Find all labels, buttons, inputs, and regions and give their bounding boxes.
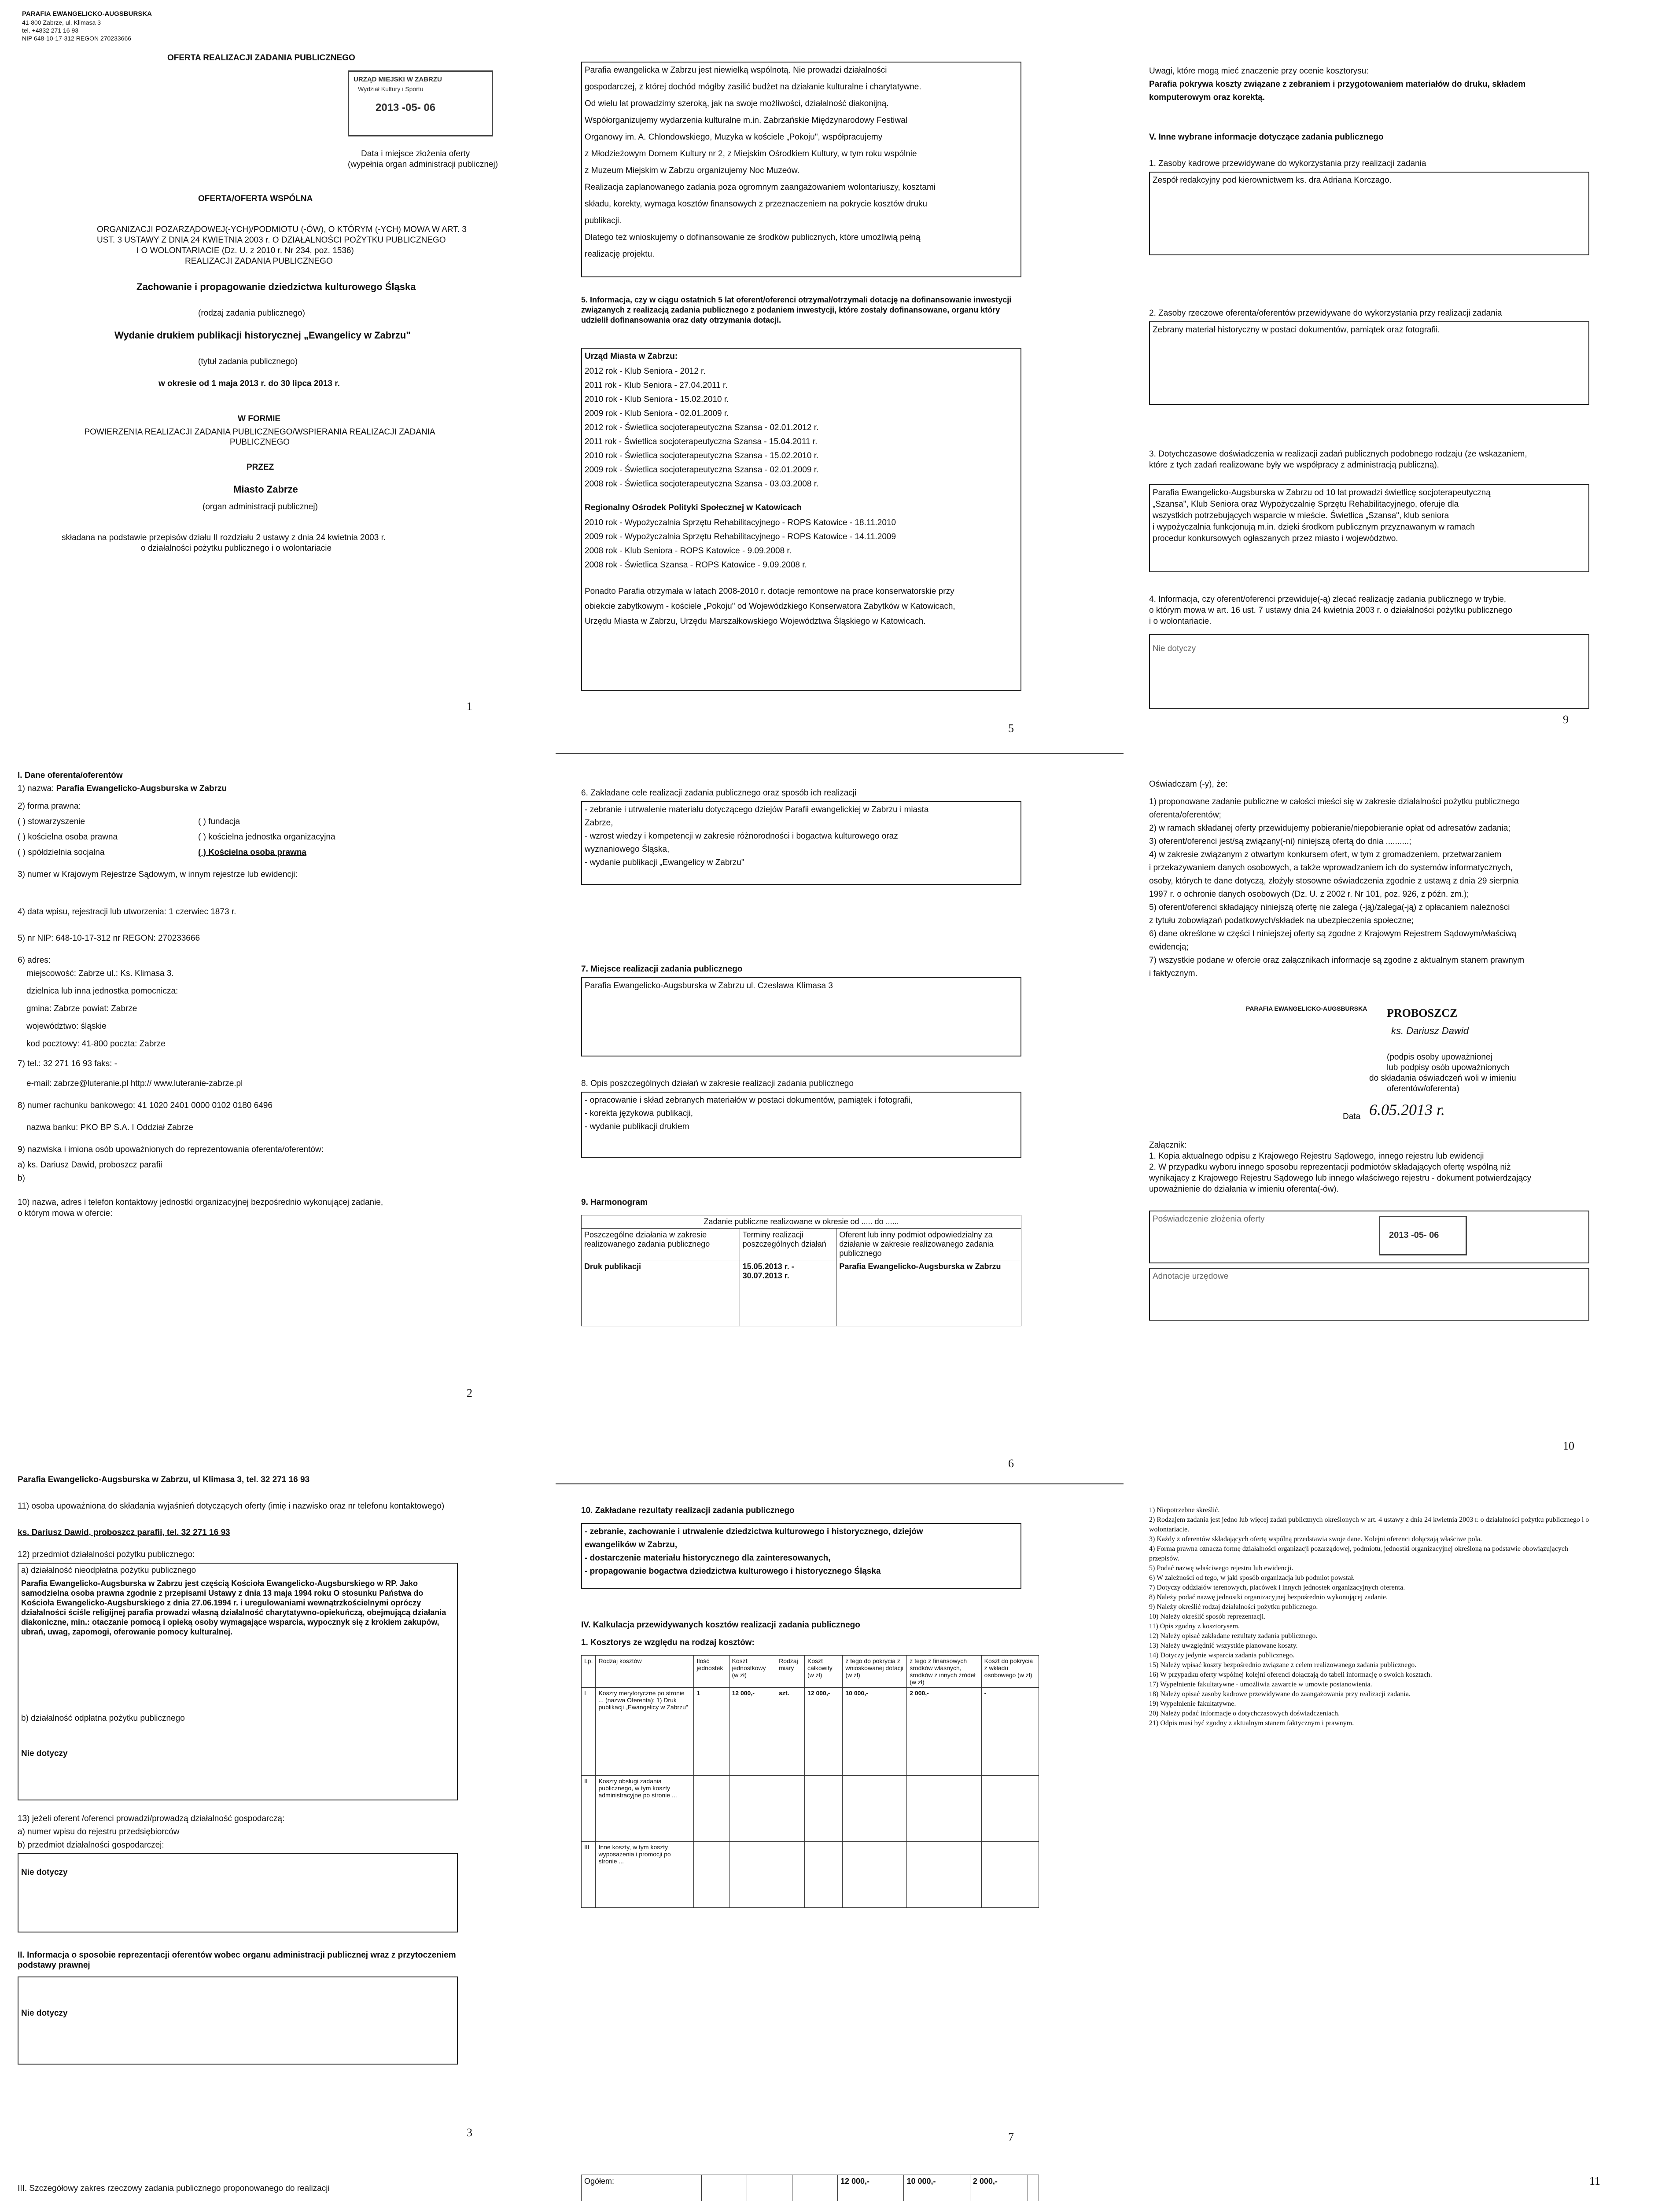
legal-form-option[interactable]: ( ) spółdzielnia socjalna (18, 848, 105, 857)
grant-item: 2009 rok - Klub Seniora - 02.01.2009 r. (585, 409, 729, 418)
grant-item: 2010 rok - Klub Seniora - 15.02.2010 r. (585, 395, 729, 404)
page-2: I. Dane oferenta/oferentów 1) nazwa: Parafia Ewangelicko-Augsburska w Zabrzu 2) forma prawna: ( ) stowarzyszenie ( ) fundacja ( ) kościelna osoba prawna ( ) kościelna jednostka organizacyjna ( ) spółdzielnia socjalna ( ) Kościelna osoba prawna 3) numer w Krajowym Rejestrze Sądowym, w innym rejestrze lub ewidencji: 4) data wpisu, rejestracji lub utworzenia: 1 czerwiec 1873 r. 5) nr NIP: 648-10-17-312 nr REGON: 270233666 6) adres: miejscowość: Zabrze ul.: Ks. Klimasa 3. dzielnica lub inna jednostka pomocnicza: gmina: Zabrze powiat: Zabrze województwo: śląskie kod pocztowy: 41-800 poczta: Zabrze 7) tel.: 32 271 16 93 faks: - e-mail: zabrze@luteranie.pl http:// www.luteranie-zabrze.pl 8) numer rachunku bankowego: 41 1020 2401 0000 0102 0180 6496 nazwa banku: PKO BP S.A. I Oddział Zabrze 9) nazwiska i imiona osób upoważnionych do reprezentowania oferenta/oferentów: a) ks. Dariusz Dawid, proboszcz parafii b) 10) nazwa, adres i telefon kontaktowy jednostki organizacyjnej bezpośrednio wykonującej zadanie, o którym mowa w ofercie: 2 (9, 762, 542, 1466)
grant-item: 2010 rok - Świetlica socjoterapeutyczna Szansa - 15.02.2010 r. (585, 451, 819, 460)
experience-box: Parafia Ewangelicko-Augsburska w Zabrzu od 10 lat prowadzi świetlicę socjoterapeutyczną „Szansa", Klub Seniora oraz Wypożyczalnię Sprzętu Rehabilitacyjnego, oferuje dla wszystkich potrzebujących wsparcie w mieście. Świetlica „Szansa", klub seniora i wypożyczalnia funkcjonują m.in. dzięki środkom publicznym przyznawanym w ramach procedur konkursowych ogłaszanych przez miasto i województwo. (1149, 484, 1589, 572)
confirm-stamp: 2013 -05- 06 (1379, 1216, 1467, 1255)
task-type: Zachowanie i propagowanie dziedzictwa kulturowego Śląska (136, 281, 416, 292)
place-value: Parafia Ewangelicko-Augsburska w Zabrzu ul. Czesława Klimasa 3 (585, 981, 833, 990)
results-box: - zebranie, zachowanie i utrwalenie dziedzictwa kulturowego i historycznego, dziejów ewangelików w Zabrzu, - dostarczenie materiału historycznego dla zainteresowanych, - propagowanie bogactwa dziedzictwa kulturowego i historycznego Śląska (581, 1523, 1021, 1589)
justification-box: Parafia ewangelicka w Zabrzu jest niewielką wspólnotą. Nie prowadzi działalności gospodarczej, z której dochód mógłby zasilić budżet na działanie kulturalne i charytatywne. Od wielu lat prowadzimy szeroką, jak na swoje możliwości, działalność diakonijną. Współorganizujemy wydarzenia kulturalne m.in. Zabrzańskie Międzynarodowy Festiwal Organowy im. A. Chlondowskiego, Muzyka w kościele „Pokoju", współpracujemy z Młodzieżowym Domem Kultury nr 2, z Miejskim Ośrodkiem Kultury, w tym roku wspólnie z Muzeum Miejskim w Zabrzu organizujemy Noc Muzeów. Realizacja zaplanowanego zadania poza ogromnym zaangażowaniem wolontariuszy, kosztami składu, korekty, wymaga kosztów finansowych z przeznaczeniem na pokrycie kosztów druku publikacji. Dlatego też wnioskujemy o dofinansowanie ze środków publicznych, które umożliwią pełną realizację projektu. (581, 62, 1021, 277)
cost-table: Lp. Rodzaj kosztów Ilość jednostek Koszt jednostkowy (w zł) Rodzaj miary Koszt całkowity (w zł) z tego do pokrycia z wnioskowanej dotacji (w zł) z tego z finansowych środków własnych, środków z innych źródeł (w zł) Koszt do pokrycia z wkładu osobowego (w zł) I Koszty merytoryczne po stronie ... (nazwa Oferenta): 1) Druk publikacji „Ewangelicy w Zabrzu" 1 12 000,- szt. 12 000,- 10 000,- 2 000,- - II Koszty obsługi zadania publicznego, w tym koszty administracyjne po stronie ... III Inne koszty, w tym koszty wyposażenia i promocji po stronie ... (581, 1655, 1039, 1908)
goals-box: - zebranie i utrwalenie materiału dotyczącego dziejów Parafii ewangelickiej w Zabrzu i miasta Zabrze, - wzrost wiedzy i kompetencji w zakresie różnorodności i bogactwa kulturowego oraz wyznaniowego Śląska, - wydanie publikacji „Ewangelicy w Zabrzu" (581, 801, 1021, 885)
page-6: 6. Zakładane cele realizacji zadania publicznego oraz sposób ich realizacji - zebranie i utrwalenie materiału dotyczącego dziejów Parafii ewangelickiej w Zabrzu i miasta Zabrze, - wzrost wiedzy i kompetencji w zakresie różnorodności i bogactwa kulturowego oraz wyznaniowego Śląska, - wydanie publikacji „Ewangelicy w Zabrzu" 7. Miejsce realizacji zadania publicznego Parafia Ewangelicko-Augsburska w Zabrzu ul. Czesława Klimasa 3 8. Opis poszczególnych działań w zakresie realizacji zadania publicznego - opracowanie i skład zebranych materiałów w postaci dokumentów, pamiątek i fotografii, - korekta językowa publikacji, - wydanie publikacji drukiem 9. Harmonogram Zadanie publiczne realizowane w okresie od ..... do ...... Poszczególne działania w zakresie realizowanego zadania publicznego Terminy realizacji poszczególnych działań Oferent lub inny podmiot odpowiedzialny za działanie w zakresie realizowanego zadania publicznego Druk publikacji 15.05.2013 r. - 30.07.2013 r. Parafia Ewangelicko-Augsburska w Zabrzu 6 (572, 762, 1105, 1483)
signature-stamp-title: PROBOSZCZ (1387, 1007, 1458, 1020)
period: w okresie od 1 maja 2013 r. do 30 lipca 2013 r. (158, 379, 340, 388)
org-name-value: Parafia Ewangelicko-Augsburska w Zabrzu (56, 784, 227, 793)
signature-name: ks. Dariusz Dawid (1391, 1025, 1469, 1036)
grant-item: 2012 rok - Świetlica socjoterapeutyczna Szansa - 02.01.2012 r. (585, 423, 819, 432)
legal-form-option[interactable]: ( ) kościelna osoba prawna (18, 832, 118, 842)
page-9: Uwagi, które mogą mieć znaczenie przy ocenie kosztorysu: Parafia pokrywa koszty związane z zebraniem i przygotowaniem materiałów do druku, składem komputerowym oraz korektą. V. Inne wybrane informacje dotyczące zadania publicznego 1. Zasoby kadrowe przewidywane do wykorzystania przy realizacji zadania Zespół redakcyjny pod kierownictwem ks. dra Adriana Korczago. 2. Zasoby rzeczowe oferenta/oferentów przewidywane do wykorzystania przy realizacji zadania Zebrany materiał historyczny w postaci dokumentów, pamiątek oraz fotografii. 3. Dotychczasowe doświadczenia w realizacji zadań publicznych podobnego rodzaju (ze wskazaniem, które z tych zadań realizowane były we współpracy z administracją publiczną). Parafia Ewangelicko-Augsburska w Zabrzu od 10 lat prowadzi świetlicę socjoterapeutyczną „Szansa", Klub Seniora oraz Wypożyczalnię Sprzętu Rehabilitacyjnego, oferuje dla wszystkich potrzebujących wsparcie w mieście. Świetlica „Szansa", klub seniora i wypożyczalnia funkcjonują m.in. dzięki środkom publicznym przyznawanym w ramach procedur konkursowych ogłaszanych przez miasto i województwo. 4. Informacja, czy oferent/oferenci przewiduje(-ą) zlecać realizację zadania publicznego w trybie, o którym mowa w art. 16 ust. 7 ustawy dnia 24 kwietnia 2003 r. o działalności pożytku publicznego i o wolontariacie. Nie dotyczy 9 (1140, 9, 1673, 740)
staff-value: Zespół redakcyjny pod kierownictwem ks. dra Adriana Korczago. (1153, 176, 1392, 185)
org-tel: tel. +4832 271 16 93 (22, 27, 79, 34)
schedule-table: Zadanie publiczne realizowane w okresie od ..... do ...... Poszczególne działania w zakresie realizowanego zadania publicznego Terminy realizacji poszczególnych działań Oferent lub inny podmiot odpowiedzialny za działanie w zakresie realizowanego zadania publicznego Druk publikacji 15.05.2013 r. - 30.07.2013 r. Parafia Ewangelicko-Augsburska w Zabrzu (581, 1215, 1021, 1326)
table-row: III Inne koszty, w tym koszty wyposażenia i promocji po stronie ... (582, 1842, 1039, 1908)
signature-date: 6.05.2013 r. (1369, 1101, 1445, 1119)
city: Miasto Zabrze (233, 484, 298, 495)
legal-form-selected[interactable]: ( ) Kościelna osoba prawna (198, 848, 306, 857)
cost-total-row: Ogółem: 12 000,- 10 000,- 2 000,- (581, 2175, 1039, 2201)
offer-joint: OFERTA/OFERTA WSPÓLNA (198, 194, 313, 203)
page-3: Parafia Ewangelicko-Augsburska w Zabrzu, ul Klimasa 3, tel. 32 271 16 93 11) osoba upoważniona do składania wyjaśnień dotyczących oferty (imię i nazwisko oraz nr telefonu kontaktowego) ks. Dariusz Dawid, proboszcz parafii, tel. 32 271 16 93 12) przedmiot działalności pożytku publicznego: a) działalność nieodpłatna pożytku publicznego Parafia Ewangelicko-Augsburska w Zabrzu jest częścią Kościoła Ewangelicko-Augsburskiego w RP. Jako samodzielna osoba prawna zgodnie z przepisami Ustawy z dnia 13 maja 1994 roku O stosunku Państwa do Kościoła Ewangelicko-Augsburskiego z dnia 27.06.1994 r. i uregulowaniami wewnątrzkościelnymi opróczy działalności ściśle religijnej parafia prowadzi własną działalność charytatywno-opiekuńczą, obejmującą działania diakoniczne, min.: otaczanie pomocą i opieką osoby wymagające wsparcia, wypocznyk się z krokiem zakupów, ubrań, uwag, zapomogi, oferowanie pomocy kulturalnej. b) działalność odpłatna pożytku publicznego Nie dotyczy 13) jeżeli oferent /oferenci prowadzi/prowadzą działalność gospodarczą: a) numer wpisu do rejestru przedsiębiorców b) przedmiot działalności gospodarczej: Nie dotyczy II. Informacja o sposobie reprezentacji oferentów wobec organu administracji publicznej wraz z przytoczeniem podstawy prawnej Nie dotyczy 3 (9, 1466, 542, 2153)
page-4: III. Szczegółowy zakres rzeczowy zadania publicznego proponowanego do realizacji (9, 2166, 542, 2201)
section-header: I. Dane oferenta/oferentów (18, 771, 123, 780)
grant-item: 2008 rok - Świetlica socjoterapeutyczna Szansa - 03.03.2008 r. (585, 479, 819, 489)
resources-value: Zebrany materiał historyczny w postaci dokumentów, pamiątek oraz fotografii. (1153, 325, 1440, 335)
grant-item: 2008 rok - Świetlica Szansa - ROPS Katowice - 9.09.2008 r. (585, 560, 807, 570)
page-7: 10. Zakładane rezultaty realizacji zadania publicznego - zebranie, zachowanie i utrwalenie dziedzictwa kulturowego i historycznego, dziejów ewangelików w Zabrzu, - dostarczenie materiału historycznego dla zainteresowanych, - propagowanie bogactwa dziedzictwa kulturowego i historycznego Śląska IV. Kalkulacja przewidywanych kosztów realizacji zadania publicznego 1. Kosztorys ze względu na rodzaj kosztów: Lp. Rodzaj kosztów Ilość jednostek Koszt jednostkowy (w zł) Rodzaj miary Koszt całkowity (w zł) z tego do pokrycia z wnioskowanej dotacji (w zł) z tego z finansowych środków własnych, środków z innych źródeł (w zł) Koszt do pokrycia z wkładu osobowego (w zł) I Koszty merytoryczne po stronie ... (nazwa Oferenta): 1) Druk publikacji „Ewangelicy w Zabrzu" 1 12 000,- szt. 12 000,- 10 000,- 2 000,- - II Koszty obsługi zadania publicznego, w tym koszty administracyjne po stronie ... III Inne koszty, w tym koszty wyposażenia i promocji po stronie ... 7 (572, 1488, 1105, 2157)
page-11: 1) Niepotrzebne skreślić. 2) Rodzajem zadania jest jedno lub więcej zadań publicznych określonych w art. 4 ustawy z dnia 24 kwietnia 2003 r. o działalności pożytku publicznego i o wolontariacie. 3) Każdy z oferentów składających ofertę wspólną przedstawia swoje dane. Kolejni oferenci dołączają właściwe pola. 4) Forma prawna oznacza formę działalności organizacji pozarządowej, podmiotu, jednostki organizacyjnej określoną na podstawie obowiązujących przepisów. 5) Podać nazwę właściwego rejestru lub ewidencji. 6) W zależności od tego, w jaki sposób organizacja lub podmiot powstał. 7) Dotyczy oddziałów terenowych, placówek i innych jednostek organizacyjnych oferenta. 8) Należy podać nazwę jednostki organizacyjnej bezpośrednio wykonującej zadanie. 9) Należy określić rodzaj działalności pożytku publicznego. 10) Należy określić sposób reprezentacji. 11) Opis zgodny z kosztorysem. 12) Należy opisać zakładane rezultaty zadania publicznego. 13) Należy uwzględnić wszystkie planowane koszty. 14) Dotyczy jedynie wsparcia zadania publicznego. 15) Należy wpisać koszty bezpośrednio związane z celem realizowanego zadania publicznego. 16) W przypadku oferty wspólnej kolejni oferenci dołączają do tabeli informację o swoich kosztach. 17) Wypełnienie fakultatywne - umożliwia zawarcie w umowie postanowienia. 18) Należy opisać zasoby kadrowe przewidywane do zaangażowania przy realizacji zadania. 19) Wypełnienie fakultatywne. 20) Należy podać informacje o dotychczasowych doświadczeniach. 21) Odpis musi być zgodny z aktualnym stanem faktycznym i prawnym. 11 (1140, 1492, 1673, 2197)
table-cell: Druk publikacji (582, 1260, 740, 1326)
table-cell: Parafia Ewangelicko-Augsburska w Zabrzu (836, 1260, 1021, 1326)
grant-item: 2010 rok - Wypożyczalnia Sprzętu Rehabilitacyjnego - ROPS Katowice - 18.11.2010 (585, 518, 896, 527)
stamp-date: 2013 -05- 06 (376, 102, 436, 114)
page-1: PARAFIA EWANGELICKO-AUGSBURSKA 41-800 Zabrze, ul. Klimasa 3 tel. +4832 271 16 93 NIP 648-10-17-312 REGON 270233666 OFERTA REALIZACJI ZADANIA PUBLICZNEGO URZĄD MIEJSKI W ZABRZU Wydział Kultury i Sportu 2013 -05- 06 Data i miejsce złożenia oferty (wypełnia organ administracji publicznej) OFERTA/OFERTA WSPÓLNA ORGANIZACJI POZARZĄDOWEJ(-YCH)/PODMIOTU (-ÓW), O KTÓRYM (-YCH) MOWA W ART. 3 UST. 3 USTAWY Z DNIA 24 KWIETNIA 2003 r. O DZIAŁALNOŚCI POŻYTKU PUBLICZNEGO I O WOLONTARIACIE (Dz. U. z 2010 r. Nr 234, poz. 1536) REALIZACJI ZADANIA PUBLICZNEGO Zachowanie i propagowanie dziedzictwa kulturowego Śląska (rodzaj zadania publicznego) Wydanie drukiem publikacji historycznej „Ewangelicy w Zabrzu" (tytuł zadania publicznego) w okresie od 1 maja 2013 r. do 30 lipca 2013 r. W FORMIE POWIERZENIA REALIZACJI ZADANIA PUBLICZNEGO/WSPIERANIA REALIZACJI ZADANIA PUBLICZNEGO PRZEZ Miasto Zabrze (organ administracji publicznej) składana na podstawie przepisów działu II rozdziału 2 ustawy z dnia 24 kwietnia 2003 r. o działalności pożytku publicznego i o wolontariacie 1 (9, 9, 542, 726)
offer-title: OFERTA REALIZACJI ZADANIA PUBLICZNEGO (167, 53, 355, 63)
email-link[interactable]: e-mail: zabrze@luteranie.pl http:// www.luteranie-zabrze.pl (26, 1079, 243, 1088)
page-10: Oświadczam (-y), że: 1) proponowane zadanie publiczne w całości mieści się w zakresie działalności pożytku publicznego oferenta/oferentów; 2) w ramach składanej oferty przewidujemy pobieranie/niepobieranie opłat od adresatów zadania; 3) oferent/oferenci jest/są związany(-ni) niniejszą ofertą do dnia ..........; 4) w zakresie związanym z otwartym konkursem ofert, w tym z gromadzeniem, przetwarzaniem i przekazywaniem danych osobowych, a także wprowadzaniem ich do systemów informatycznych, osoby, których te dane dotyczą, złożyły stosowne oświadczenia zgodnie z ustawą z dnia 29 sierpnia 1997 r. o ochronie danych osobowych (Dz. U. z 2002 r. Nr 101, poz. 926, z późn. zm.); 5) oferent/oferenci składający niniejszą ofertę nie zalega (-ją)/zalega(-ją) z opłacaniem należności z tytułu zobowiązań podatkowych/składek na ubezpieczenia społeczne; 6) dane określone w części I niniejszej oferty są zgodne z Krajowym Rejestrem Sądowym/właściwą ewidencją; 7) wszystkie podane w ofercie oraz załącznikach informacje są zgodne z aktualnym stanem prawnym i faktycznym. PARAFIA EWANGELICKO-AUGSBURSKA PROBOSZCZ ks. Dariusz Dawid (podpis osoby upoważnionej lub podpisy osób upoważnionych do składania oświadczeń woli w imieniu oferentów/oferenta) Data 6.05.2013 r. Załącznik: 1. Kopia aktualnego odpisu z Krajowego Rejestru Sądowego, innego rejestru lub ewidencji 2. W przypadku wyboru innego sposobu reprezentacji podmiotów składających ofertę wspólną niż wynikający z Krajowego Rejestru Sądowego lub innego właściwego rejestru - dokument potwierdzający upoważnienie do działania w imieniu oferenta(-ów). Poświadczenie złożenia oferty 2013 -05- 06 Adnotacje urzędowe 10 (1140, 762, 1673, 1488)
table-cell: 15.05.2013 r. - 30.07.2013 r. (740, 1260, 836, 1326)
table-row: I Koszty merytoryczne po stronie ... (nazwa Oferenta): 1) Druk publikacji „Ewangelicy w Zabrzu" 1 12 000,- szt. 12 000,- 10 000,- 2 000,- - (582, 1688, 1039, 1776)
footnotes: 1) Niepotrzebne skreślić. 2) Rodzajem zadania jest jedno lub więcej zadań publicznych określonych w art. 4 ustawy z dnia 24 kwietnia 2003 r. o działalności pożytku publicznego i o wolontariacie. 3) Każdy z oferentów składających ofertę wspólną przedstawia swoje dane. Kolejni oferenci dołączają właściwe pola. 4) Forma prawna oznacza formę działalności organizacji pozarządowej, podmiotu, jednostki organizacyjnej określoną na podstawie obowiązujących przepisów. 5) Podać nazwę właściwego rejestru lub ewidencji. 6) W zależności od tego, w jaki sposób organizacja lub podmiot powstał. 7) Dotyczy oddziałów terenowych, placówek i innych jednostek organizacyjnych oferenta. 8) Należy podać nazwę jednostki organizacyjnej bezpośrednio wykonującej zadanie. 9) Należy określić rodzaj działalności pożytku publicznego. 10) Należy określić sposób reprezentacji. 11) Opis zgodny z kosztorysem. 12) Należy opisać zakładane rezultaty zadania publicznego. 13) Należy uwzględnić wszystkie planowane koszty. 14) Dotyczy jedynie wsparcia zadania publicznego. 15) Należy wpisać koszty bezpośrednio związane z celem realizowanego zadania publicznego. 16) W przypadku oferty wspólnej kolejni oferenci dołączają do tabeli informację o swoich kosztach. 17) Wypełnienie fakultatywne - umożliwia zawarcie w umowie postanowienia. 18) Należy opisać zasoby kadrowe przewidywane do zaangażowania przy realizacji zadania. 19) Wypełnienie fakultatywne. 20) Należy podać informacje o dotychczasowych doświadczeniach. 21) Odpis musi być zgodny z aktualnym stanem faktycznym i prawnym. (1149, 1506, 1589, 1727)
legal-form-option[interactable]: ( ) stowarzyszenie (18, 817, 85, 826)
grant-item: 2011 rok - Świetlica socjoterapeutyczna Szansa - 15.04.2011 r. (585, 437, 818, 446)
grant-item: 2008 rok - Klub Seniora - ROPS Katowice - 9.09.2008 r. (585, 546, 792, 556)
signature-stamp-org: PARAFIA EWANGELICKO-AUGSBURSKA (1246, 1005, 1367, 1012)
page-5: Parafia ewangelicka w Zabrzu jest niewielką wspólnotą. Nie prowadzi działalności gospodarczej, z której dochód mógłby zasilić budżet na działanie kulturalne i charytatywne. Od wielu lat prowadzimy szeroką, jak na swoje możliwości, działalność diakonijną. Współorganizujemy wydarzenia kulturalne m.in. Zabrzańskie Międzynarodowy Festiwal Organowy im. A. Chlondowskiego, Muzyka w kościele „Pokoju", współpracujemy z Młodzieżowym Domem Kultury nr 2, z Miejskim Ośrodkiem Kultury, w tym roku wspólnie z Muzeum Miejskim w Zabrzu organizujemy Noc Muzeów. Realizacja zaplanowanego zadania poza ogromnym zaangażowaniem wolontariuszy, kosztami składu, korekty, wymaga kosztów finansowych z przeznaczeniem na pokrycie kosztów druku publikacji. Dlatego też wnioskujemy o dofinansowanie ze środków publicznych, które umożliwią pełną realizację projektu. 5. Informacja, czy w ciągu ostatnich 5 lat oferent/oferenci otrzymał/otrzymali dotację na dofinansowanie inwestycji związanych z realizacją zadania publicznego z podaniem inwestycji, które zostały dofinansowane, organu który udzielił dofinansowania oraz daty otrzymania dotacji. Urząd Miasta w Zabrzu: 2012 rok - Klub Seniora - 2012 r. 2011 rok - Klub Seniora - 27.04.2011 r. 2010 rok - Klub Seniora - 15.02.2010 r. 2009 rok - Klub Seniora - 02.01.2009 r. 2012 rok - Świetlica socjoterapeutyczna Szansa - 02.01.2012 r. 2011 rok - Świetlica socjoterapeutyczna Szansa - 15.04.2011 r. 2010 rok - Świetlica socjoterapeutyczna Szansa - 15.02.2010 r. 2009 rok - Świetlica socjoterapeutyczna Szansa - 02.01.2009 r. 2008 rok - Świetlica socjoterapeutyczna Szansa - 03.03.2008 r. Regionalny Ośrodek Polityki Społecznej w Katowicach 2010 rok - Wypożyczalnia Sprzętu Rehabilitacyjnego - ROPS Katowice - 18.11.2010 2009 rok - Wypożyczalnia Sprzętu Rehabilitacyjnego - ROPS Katowice - 14.11.2009 2008 rok - Klub Seniora - ROPS Katowice - 9.09.2008 r. 2008 rok - Świetlica Szansa - ROPS Katowice - 9.09.2008 r. Ponadto Parafia otrzymała w latach 2008-2010 r. dotacje remontowe na prace konserwatorskie przy obiekcie zabytkowym - kościele „Pokoju" od Wojewódzkiego Konserwatora Zabytków w Katowicach, Urzędu Miasta w Zabrzu, Urzędu Marszałkowskiego Województwa Śląskiego w Katowicach. 5 (572, 9, 1105, 740)
activity-box: a) działalność nieodpłatna pożytku publicznego Parafia Ewangelicko-Augsburska w Zabrzu jest częścią Kościoła Ewangelicko-Augsburskiego w RP. Jako samodzielna osoba prawna zgodnie z przepisami Ustawy z dnia 13 maja 1994 roku O stosunku Państwa do Kościoła Ewangelicko-Augsburskiego z dnia 27.06.1994 r. i uregulowaniami wewnątrzkościelnymi opróczy działalności ściśle religijnej parafia prowadzi własną działalność charytatywno-opiekuńczą, obejmującą działania diakoniczne, min.: otaczanie pomocą i opieką osoby wymagające wsparcia, wypocznyk się z krokiem zakupów, ubrań, uwag, zapomogi, oferowanie pomocy kulturalnej. b) działalność odpłatna pożytku publicznego Nie dotyczy (18, 1563, 458, 1800)
org-name: PARAFIA EWANGELICKO-AUGSBURSKA (22, 10, 152, 18)
date-place-label: Data i miejsce złożenia oferty (361, 149, 470, 158)
org-address: 41-800 Zabrze, ul. Klimasa 3 (22, 19, 101, 26)
grant-item: 2009 rok - Świetlica socjoterapeutyczna Szansa - 02.01.2009 r. (585, 465, 819, 475)
grant-item: 2012 rok - Klub Seniora - 2012 r. (585, 367, 706, 376)
received-stamp: URZĄD MIEJSKI W ZABRZU Wydział Kultury i Sportu 2013 -05- 06 (348, 70, 493, 136)
legal-form-option[interactable]: ( ) fundacja (198, 817, 240, 826)
legal-form-option[interactable]: ( ) kościelna jednostka organizacyjna (198, 832, 335, 842)
page-8 (572, 2166, 1105, 2201)
table-row: II Koszty obsługi zadania publicznego, w tym koszty administracyjne po stronie ... (582, 1776, 1039, 1842)
task-title: Wydanie drukiem publikacji historycznej „Ewangelicy w Zabrzu" (114, 330, 411, 341)
grant-item: 2009 rok - Wypożyczalnia Sprzętu Rehabilitacyjnego - ROPS Katowice - 14.11.2009 (585, 532, 896, 541)
grants-box: Urząd Miasta w Zabrzu: 2012 rok - Klub Seniora - 2012 r. 2011 rok - Klub Seniora - 27.04.2011 r. 2010 rok - Klub Seniora - 15.02.2010 r. 2009 rok - Klub Seniora - 02.01.2009 r. 2012 rok - Świetlica socjoterapeutyczna Szansa - 02.01.2012 r. 2011 rok - Świetlica socjoterapeutyczna Szansa - 15.04.2011 r. 2010 rok - Świetlica socjoterapeutyczna Szansa - 15.02.2010 r. 2009 rok - Świetlica socjoterapeutyczna Szansa - 02.01.2009 r. 2008 rok - Świetlica socjoterapeutyczna Szansa - 03.03.2008 r. Regionalny Ośrodek Polityki Społecznej w Katowicach 2010 rok - Wypożyczalnia Sprzętu Rehabilitacyjnego - ROPS Katowice - 18.11.2010 2009 rok - Wypożyczalnia Sprzętu Rehabilitacyjnego - ROPS Katowice - 14.11.2009 2008 rok - Klub Seniora - ROPS Katowice - 9.09.2008 r. 2008 rok - Świetlica Szansa - ROPS Katowice - 9.09.2008 r. Ponadto Parafia otrzymała w latach 2008-2010 r. dotacje remontowe na prace konserwatorskie przy obiekcie zabytkowym - kościele „Pokoju" od Wojewódzkiego Konserwatora Zabytków w Katowicach, Urzędu Miasta w Zabrzu, Urzędu Marszałkowskiego Województwa Śląskiego w Katowicach. (581, 348, 1021, 691)
grant-item: 2011 rok - Klub Seniora - 27.04.2011 r. (585, 381, 728, 390)
nip-regon: NIP 648-10-17-312 REGON 270233666 (22, 35, 132, 42)
